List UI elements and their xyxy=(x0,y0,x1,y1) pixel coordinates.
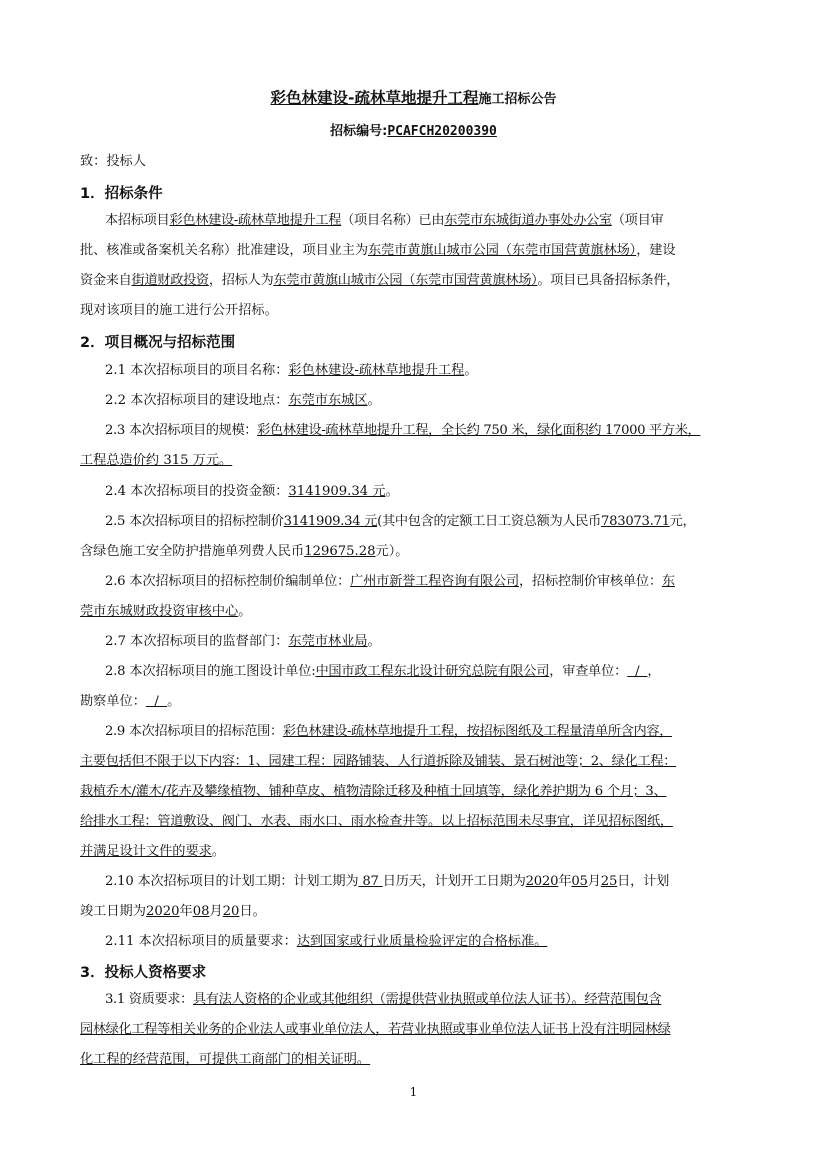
item-2-9-b: 主要包括但不限于以下内容：1、园建工程：园路铺装、人行道拆除及铺装、景石树池等；2、绿化工程： xyxy=(80,754,677,769)
s1-line-2: 批、核准或备案机关名称）批准建设，项目业主为东莞市黄旗山城市公园（东莞市国营黄旗林场），建设 xyxy=(80,243,676,258)
document-title xyxy=(0,86,827,108)
item-2-2: 2.2 本次招标项目的建设地点：东莞市东城区。 xyxy=(105,393,381,408)
tender-number-code: PCAFCH20200390 xyxy=(387,124,497,139)
item-2-8-a: 2.8 本次招标项目的施工图设计单位:中国市政工程东北设计研究总院有限公司，审查单位： / ， xyxy=(105,664,661,679)
item-2-9-c: 栽植乔木/灌木/花卉及攀缘植物、铺种草皮、植物清除迁移及种植土回填等，绿化养护期为 6 个月；3、 xyxy=(80,784,667,799)
item-2-5-b: 含绿色施工安全防护措施单列费人民币129675.28元）。 xyxy=(80,544,409,559)
item-3-1-b: 园林绿化工程等相关业务的企业法人或事业单位法人，若营业执照或事业单位法人证书上没有注明园林绿 xyxy=(80,1022,671,1037)
section-3-heading: 3．投标人资格要求 xyxy=(80,965,207,981)
item-2-8-b: 勘察单位： / 。 xyxy=(80,694,181,709)
item-2-7: 2.7 本次招标项目的监督部门：东莞市林业局。 xyxy=(105,634,381,649)
item-2-1: 2.1 本次招标项目的项目名称：彩色林建设-疏林草地提升工程。 xyxy=(105,363,478,378)
tender-number-label: 招标编号: xyxy=(330,124,388,139)
section-2-heading: 2．项目概况与招标范围 xyxy=(80,335,236,351)
item-2-6-a: 2.6 本次招标项目的招标控制价编制单位：广州市新誉工程咨询有限公司，招标控制价审核单位：东 xyxy=(105,574,675,589)
item-2-9-d: 给排水工程：管道敷设、阀门、水表、雨水口、雨水检查井等。以上招标范围未尽事宜，详见招标图纸， xyxy=(80,814,673,829)
item-2-4: 2.4 本次招标项目的投资金额：3141909.34 元。 xyxy=(105,484,399,499)
title-suffix: 施工招标公告 xyxy=(478,92,557,107)
item-3-1-a: 3.1 资质要求：具有法人资格的企业或其他组织（需提供营业执照或单位法人证书）。经营范围包含 xyxy=(105,992,662,1007)
item-2-9-e: 并满足设计文件的要求。 xyxy=(80,844,226,859)
item-2-3-b: 工程总造价约 315 万元。 xyxy=(80,453,233,468)
item-2-5-a: 2.5 本次招标项目的招标控制价3141909.34 元(其中包含的定额工日工资总额为人民币783073.71元， xyxy=(105,514,696,529)
page-number: 1 xyxy=(409,1085,418,1099)
item-2-9-a: 2.9 本次招标项目的招标范围：彩色林建设-疏林草地提升工程，按招标图纸及工程量清单所含内容， xyxy=(105,724,673,739)
s1-line-1: 本招标项目彩色林建设-疏林草地提升工程（项目名称）已由东莞市东城街道办事处办公室（项目审 xyxy=(105,213,664,228)
item-2-10-a: 2.10 本次招标项目的计划工期：计划工期为 87 日历天，计划开工日期为2020年05月25日，计划 xyxy=(105,874,670,889)
section-1-heading: 1．招标条件 xyxy=(80,186,163,202)
salutation: 致：投标人 xyxy=(80,154,146,169)
item-2-11: 2.11 本次招标项目的质量要求：达到国家或行业质量检验评定的合格标准。 xyxy=(105,934,548,949)
item-2-6-b: 莞市东城财政投资审核中心。 xyxy=(80,604,252,619)
item-2-10-b: 竣工日期为2020年08月20日。 xyxy=(80,904,266,919)
project-name-title: 彩色林建设-疏林草地提升工程 xyxy=(270,89,479,107)
item-3-1-c: 化工程的经营范围，可提供工商部门的相关证明。 xyxy=(80,1052,371,1067)
tender-number xyxy=(0,120,827,139)
s1-line-3: 资金来自街道财政投资，招标人为东莞市黄旗山城市公园（东莞市国营黄旗林场）。项目已具备招标条件， xyxy=(80,273,680,288)
item-2-3-a: 2.3 本次招标项目的规模：彩色林建设-疏林草地提升工程，全长约 750 米，绿化面积约 17000 平方米， xyxy=(105,423,701,438)
s1-line-4: 现对该项目的施工进行公开招标。 xyxy=(80,303,278,318)
